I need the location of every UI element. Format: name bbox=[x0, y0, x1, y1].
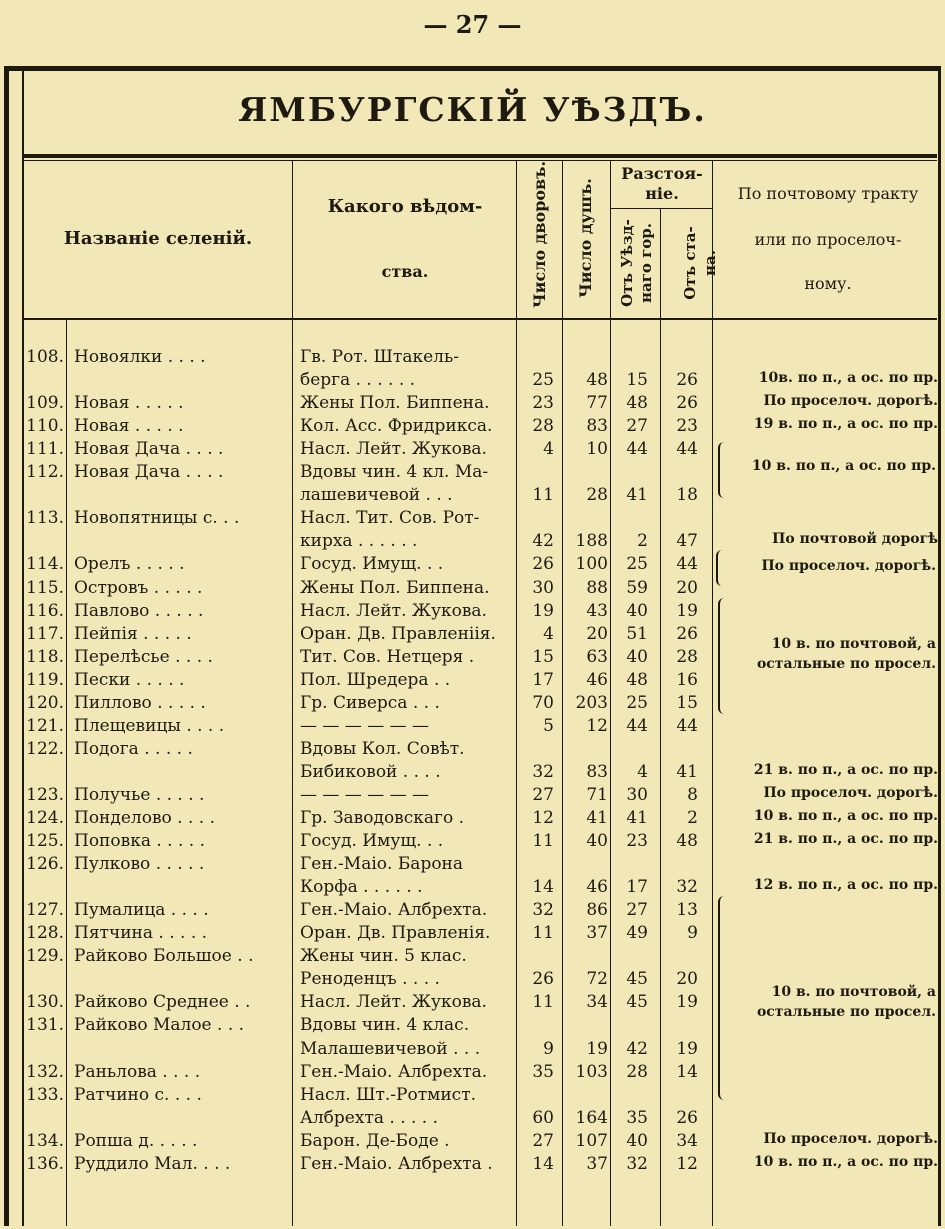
cell-name: Руддило Мал. . . . bbox=[74, 1153, 231, 1174]
grouped-note-1: 10 в. по п., а ос. по пр. bbox=[751, 458, 936, 474]
cell-d2: 12 bbox=[676, 1153, 698, 1174]
cell-dept: Албрехта . . . . . bbox=[300, 1107, 439, 1128]
cell-route: 10 в. по п., а ос. по пр. bbox=[753, 808, 938, 824]
cell-dept: Оран. Дв. Правленія. bbox=[300, 923, 491, 944]
cell-d2: 20 bbox=[676, 969, 698, 990]
cell-d2: 19 bbox=[676, 1038, 698, 1059]
cell-route: 19 в. по п., а ос. по пр. bbox=[753, 416, 938, 433]
cell-dept: Вдовы чин. 4 клас. bbox=[300, 1015, 470, 1036]
cell-souls: 46 bbox=[586, 877, 608, 898]
cell-d1: 48 bbox=[626, 393, 648, 414]
header-distance-1: Разстоя- bbox=[621, 164, 703, 183]
cell-yards: 28 bbox=[532, 416, 554, 437]
cell-dept: Вдовы Кол. Совѣт. bbox=[300, 738, 465, 759]
cell-yards: 70 bbox=[532, 692, 554, 713]
header-from-town-2: наго гор. bbox=[637, 222, 655, 304]
cell-d2: 48 bbox=[676, 831, 698, 852]
cell-d1: 35 bbox=[626, 1107, 648, 1128]
table-row bbox=[0, 877, 945, 900]
cell-num: 119. bbox=[26, 669, 64, 690]
cell-name: Ропша д. . . . . bbox=[74, 1130, 198, 1151]
cell-name: Островъ . . . . . bbox=[74, 577, 203, 598]
cell-route: 21 в. по п., а ос. по пр. bbox=[753, 761, 938, 778]
cell-dept: Бибиковой . . . . bbox=[300, 761, 441, 782]
cell-num: 121. bbox=[26, 715, 64, 736]
cell-souls: 28 bbox=[586, 485, 608, 506]
table-row bbox=[0, 923, 945, 946]
cell-yards: 35 bbox=[532, 1061, 554, 1082]
cell-dept: Насл. Шт.-Ротмист. bbox=[300, 1084, 477, 1105]
cell-dept: Ген.-Маіо. Албрехта. bbox=[300, 900, 488, 921]
cell-num: 134. bbox=[26, 1130, 64, 1151]
cell-souls: 83 bbox=[586, 761, 608, 782]
table-row bbox=[0, 831, 945, 854]
cell-d1: 2 bbox=[637, 531, 648, 552]
cell-num: 125. bbox=[26, 831, 64, 852]
cell-yards: 4 bbox=[543, 439, 554, 460]
table-row bbox=[0, 1062, 945, 1085]
cell-d1: 32 bbox=[626, 1153, 648, 1174]
cell-d2: 26 bbox=[676, 393, 698, 414]
cell-num: 108. bbox=[26, 347, 64, 367]
header-route-1: По почтовому тракту bbox=[737, 184, 919, 203]
cell-d1: 27 bbox=[626, 416, 648, 437]
table-row bbox=[0, 1154, 945, 1177]
cell-yards: 11 bbox=[532, 485, 554, 506]
cell-d2: 18 bbox=[676, 485, 698, 506]
cell-souls: 107 bbox=[575, 1130, 608, 1151]
grouped-note-3a: 10 в. по почтовой, а bbox=[771, 636, 936, 652]
cell-name: Пулково . . . . . bbox=[74, 854, 205, 875]
cell-num: 127. bbox=[26, 900, 64, 921]
cell-souls: 100 bbox=[575, 554, 608, 575]
cell-souls: 203 bbox=[575, 692, 608, 713]
cell-num: 113. bbox=[26, 508, 64, 529]
cell-dept: Жены Пол. Биппена. bbox=[300, 577, 490, 598]
cell-dept: Пол. Шредера . . bbox=[300, 669, 451, 690]
cell-dept: Гв. Рот. Штакель- bbox=[300, 347, 459, 367]
cell-name: Райково Малое . . . bbox=[74, 1015, 245, 1036]
cell-yards: 32 bbox=[532, 761, 554, 782]
table-row bbox=[0, 601, 945, 624]
cell-yards: 14 bbox=[532, 1153, 554, 1174]
table-row bbox=[0, 416, 945, 439]
cell-d1: 41 bbox=[626, 808, 648, 828]
cell-d2: 9 bbox=[687, 923, 698, 944]
cell-num: 122. bbox=[26, 738, 64, 759]
table-row bbox=[0, 393, 945, 416]
cell-route: По почтовой дорогѣ bbox=[772, 531, 938, 548]
cell-d2: 44 bbox=[676, 715, 698, 736]
table-row bbox=[0, 578, 945, 601]
cell-d1: 59 bbox=[626, 577, 648, 598]
table-row bbox=[0, 946, 945, 969]
cell-d1: 40 bbox=[626, 600, 648, 621]
cell-souls: 72 bbox=[586, 969, 608, 990]
cell-name: Новая Дача . . . . bbox=[74, 462, 224, 483]
cell-num: 128. bbox=[26, 923, 64, 944]
cell-d1: 44 bbox=[626, 439, 648, 460]
cell-num: 110. bbox=[26, 416, 64, 437]
cell-name: Получье . . . . . bbox=[74, 784, 205, 805]
cell-yards: 15 bbox=[532, 646, 554, 667]
cell-d2: 8 bbox=[687, 784, 698, 805]
cell-d1: 48 bbox=[626, 669, 648, 690]
cell-route: 21 в. по п., а ос. по пр. bbox=[753, 831, 938, 848]
cell-dept: Барон. Де-Боде . bbox=[300, 1130, 450, 1151]
cell-d2: 44 bbox=[676, 554, 698, 575]
table-row bbox=[0, 531, 945, 554]
page-title: ЯМБУРГСКІЙ УѢЗДЪ. bbox=[238, 90, 707, 129]
cell-d1: 44 bbox=[626, 715, 648, 736]
cell-num: 111. bbox=[26, 439, 64, 460]
table-row bbox=[0, 670, 945, 693]
cell-souls: 83 bbox=[586, 416, 608, 437]
cell-yards: 5 bbox=[543, 715, 554, 736]
table-row bbox=[0, 693, 945, 716]
note-bracket-2 bbox=[716, 550, 724, 586]
cell-dept: Ген.-Маіо. Албрехта . bbox=[300, 1153, 493, 1174]
cell-name: Новая Дача . . . . bbox=[74, 439, 224, 460]
header-yards: Число дворовъ. bbox=[530, 160, 549, 308]
cell-d1: 25 bbox=[626, 554, 648, 575]
cell-dept: Насл. Лейт. Жукова. bbox=[300, 600, 487, 621]
cell-yards: 12 bbox=[532, 808, 554, 828]
cell-route: По проселоч. дорогѣ. bbox=[763, 1130, 938, 1147]
header-from-town-1: Отъ Уѣзд- bbox=[618, 219, 636, 307]
cell-num: 126. bbox=[26, 854, 64, 875]
cell-souls: 46 bbox=[586, 669, 608, 690]
cell-name: Ратчино с. . . . bbox=[74, 1084, 202, 1105]
cell-dept: Насл. Тит. Сов. Рот- bbox=[300, 508, 480, 529]
cell-souls: 10 bbox=[586, 439, 608, 460]
header-dept-1: Какого вѣдом- bbox=[327, 196, 483, 217]
cell-yards: 27 bbox=[532, 1130, 554, 1151]
cell-souls: 12 bbox=[586, 715, 608, 736]
cell-route: 12 в. по п., а ос. по пр. bbox=[753, 877, 938, 894]
cell-d2: 28 bbox=[676, 646, 698, 667]
table-row bbox=[0, 808, 945, 831]
cell-dept: Насл. Лейт. Жукова. bbox=[300, 439, 487, 460]
cell-souls: 188 bbox=[575, 531, 608, 552]
cell-souls: 41 bbox=[586, 808, 608, 828]
cell-d2: 34 bbox=[676, 1130, 698, 1151]
table-row bbox=[0, 854, 945, 877]
cell-yards: 26 bbox=[532, 554, 554, 575]
cell-d1: 51 bbox=[626, 623, 648, 644]
cell-num: 123. bbox=[26, 784, 64, 805]
cell-d2: 47 bbox=[676, 531, 698, 552]
cell-num: 130. bbox=[26, 992, 64, 1013]
table-row bbox=[0, 347, 945, 370]
cell-yards: 11 bbox=[532, 992, 554, 1013]
cell-d2: 13 bbox=[676, 900, 698, 921]
cell-name: Раньлова . . . . bbox=[74, 1061, 201, 1082]
cell-name: Пески . . . . . bbox=[74, 669, 185, 690]
header-route-2: или по проселоч- bbox=[754, 230, 902, 249]
cell-d2: 44 bbox=[676, 439, 698, 460]
cell-yards: 23 bbox=[532, 393, 554, 414]
table-row bbox=[0, 1039, 945, 1062]
grouped-note-4a: 10 в. по почтовой, а bbox=[771, 984, 936, 1000]
cell-souls: 37 bbox=[586, 923, 608, 944]
cell-d1: 30 bbox=[626, 784, 648, 805]
cell-yards: 11 bbox=[532, 831, 554, 852]
cell-name: Райково Большое . . bbox=[74, 946, 254, 967]
cell-d2: 20 bbox=[676, 577, 698, 598]
header-rule bbox=[22, 318, 937, 320]
cell-num: 116. bbox=[26, 600, 64, 621]
cell-dept: Ген.-Маіо. Барона bbox=[300, 854, 464, 875]
cell-name: Плещевицы . . . . bbox=[74, 715, 225, 736]
cell-name: Пиллово . . . . . bbox=[74, 692, 206, 713]
cell-d1: 49 bbox=[626, 923, 648, 944]
cell-name: Перелѣсье . . . . bbox=[74, 646, 213, 667]
cell-num: 131. bbox=[26, 1015, 64, 1036]
cell-name: Орелъ . . . . . bbox=[74, 554, 185, 575]
cell-yards: 42 bbox=[532, 531, 554, 552]
header-dept-2: ства. bbox=[381, 262, 429, 281]
cell-name: Новая . . . . . bbox=[74, 416, 184, 437]
cell-yards: 27 bbox=[532, 784, 554, 805]
cell-dept: Реноденцъ . . . . bbox=[300, 969, 440, 990]
table-row bbox=[0, 785, 945, 808]
cell-souls: 164 bbox=[575, 1107, 608, 1128]
table-row bbox=[0, 739, 945, 762]
cell-dept: — — — — — — bbox=[300, 784, 430, 805]
cell-num: 118. bbox=[26, 646, 64, 667]
cell-dept: Гр. Сиверса . . . bbox=[300, 692, 440, 713]
title-rule bbox=[22, 154, 937, 158]
cell-name: Понделово . . . . bbox=[74, 808, 215, 828]
cell-name: Пятчина . . . . . bbox=[74, 923, 208, 944]
cell-name: Новоялки . . . . bbox=[74, 347, 206, 367]
cell-name: Райково Среднее . . bbox=[74, 992, 251, 1013]
cell-souls: 34 bbox=[586, 992, 608, 1013]
cell-yards: 17 bbox=[532, 669, 554, 690]
page-number: — 27 — bbox=[423, 10, 522, 39]
cell-dept: Гр. Заводовскаго . bbox=[300, 808, 464, 828]
cell-souls: 37 bbox=[586, 1153, 608, 1174]
cell-dept: Ген.-Маіо. Албрехта. bbox=[300, 1061, 488, 1082]
cell-route: По проселоч. дорогѣ. bbox=[763, 393, 938, 410]
header-route-3: ному. bbox=[804, 274, 852, 293]
cell-d2: 26 bbox=[676, 623, 698, 644]
cell-d2: 15 bbox=[676, 692, 698, 713]
table-row bbox=[0, 1131, 945, 1154]
cell-d1: 28 bbox=[626, 1061, 648, 1082]
cell-name: Поповка . . . . . bbox=[74, 831, 205, 852]
cell-souls: 88 bbox=[586, 577, 608, 598]
cell-name: Новопятницы с. . . bbox=[74, 508, 240, 529]
note-bracket-1 bbox=[718, 442, 726, 498]
cell-d2: 2 bbox=[687, 808, 698, 828]
cell-dept: Насл. Лейт. Жукова. bbox=[300, 992, 487, 1013]
header-from-stan-2: на. bbox=[701, 250, 719, 276]
cell-d1: 27 bbox=[626, 900, 648, 921]
cell-yards: 4 bbox=[543, 623, 554, 644]
table-row bbox=[0, 1108, 945, 1131]
cell-d2: 23 bbox=[676, 416, 698, 437]
cell-d1: 23 bbox=[626, 831, 648, 852]
cell-name: Павлово . . . . . bbox=[74, 600, 204, 621]
table-row bbox=[0, 508, 945, 531]
title-rule-thin bbox=[22, 160, 937, 161]
cell-dept: — — — — — — bbox=[300, 715, 430, 736]
distance-rule bbox=[610, 208, 712, 209]
cell-dept: Кол. Асс. Фридрикса. bbox=[300, 416, 493, 437]
header-distance-2: ніе. bbox=[645, 184, 679, 203]
cell-souls: 86 bbox=[586, 900, 608, 921]
cell-d1: 4 bbox=[637, 761, 648, 782]
cell-d2: 16 bbox=[676, 669, 698, 690]
cell-num: 117. bbox=[26, 623, 64, 644]
cell-dept: лашевичевой . . . bbox=[300, 485, 453, 506]
cell-yards: 14 bbox=[532, 877, 554, 898]
grouped-note-2: По проселоч. дорогѣ. bbox=[761, 558, 936, 574]
table-row bbox=[0, 370, 945, 393]
cell-dept: Вдовы чин. 4 кл. Ма- bbox=[300, 462, 489, 483]
cell-name: Подога . . . . . bbox=[74, 738, 193, 759]
cell-souls: 19 bbox=[586, 1038, 608, 1059]
cell-dept: Госуд. Имущ. . . bbox=[300, 831, 444, 852]
cell-dept: Корфа . . . . . . bbox=[300, 877, 423, 898]
cell-d1: 40 bbox=[626, 1130, 648, 1151]
cell-name: Новая . . . . . bbox=[74, 393, 184, 414]
table-row bbox=[0, 1085, 945, 1108]
cell-d2: 19 bbox=[676, 600, 698, 621]
cell-d1: 15 bbox=[626, 370, 648, 391]
cell-num: 109. bbox=[26, 393, 64, 414]
cell-yards: 32 bbox=[532, 900, 554, 921]
cell-dept: Жены чин. 5 клас. bbox=[300, 946, 467, 967]
grouped-note-4b: остальные по просел. bbox=[756, 1004, 936, 1020]
cell-dept: Тит. Сов. Нетцеря . bbox=[300, 646, 475, 667]
cell-souls: 103 bbox=[575, 1061, 608, 1082]
cell-route: По проселоч. дорогѣ. bbox=[763, 784, 938, 801]
cell-d2: 41 bbox=[676, 761, 698, 782]
cell-souls: 71 bbox=[586, 784, 608, 805]
cell-d1: 45 bbox=[626, 992, 648, 1013]
cell-num: 112. bbox=[26, 462, 64, 483]
cell-yards: 30 bbox=[532, 577, 554, 598]
cell-yards: 25 bbox=[532, 370, 554, 391]
cell-yards: 11 bbox=[532, 923, 554, 944]
cell-d2: 32 bbox=[676, 877, 698, 898]
cell-dept: Оран. Дв. Правленіія. bbox=[300, 623, 496, 644]
cell-num: 129. bbox=[26, 946, 64, 967]
cell-num: 133. bbox=[26, 1084, 64, 1105]
cell-d1: 45 bbox=[626, 969, 648, 990]
cell-d2: 26 bbox=[676, 370, 698, 391]
cell-num: 136. bbox=[26, 1153, 64, 1174]
cell-dept: кирха . . . . . . bbox=[300, 531, 418, 552]
cell-dept: Малашевичевой . . . bbox=[300, 1038, 481, 1059]
cell-souls: 40 bbox=[586, 831, 608, 852]
cell-d2: 14 bbox=[676, 1061, 698, 1082]
cell-route: 10 в. по п., а ос. по пр. bbox=[753, 1153, 938, 1170]
cell-yards: 19 bbox=[532, 600, 554, 621]
cell-dept: берга . . . . . . bbox=[300, 370, 416, 391]
cell-d2: 19 bbox=[676, 992, 698, 1013]
cell-dept: Жены Пол. Биппена. bbox=[300, 393, 490, 414]
grouped-note-3b: остальные по просел. bbox=[756, 656, 936, 672]
cell-d2: 26 bbox=[676, 1107, 698, 1128]
cell-yards: 60 bbox=[532, 1107, 554, 1128]
header-name: Названіе селеній. bbox=[63, 228, 253, 249]
cell-d1: 17 bbox=[626, 877, 648, 898]
cell-d1: 25 bbox=[626, 692, 648, 713]
table-row bbox=[0, 900, 945, 923]
cell-yards: 26 bbox=[532, 969, 554, 990]
cell-souls: 77 bbox=[586, 393, 608, 414]
cell-num: 115. bbox=[26, 577, 64, 598]
cell-souls: 63 bbox=[586, 646, 608, 667]
header-from-stan-1: Отъ ста- bbox=[681, 226, 699, 300]
cell-d1: 41 bbox=[626, 485, 648, 506]
cell-souls: 43 bbox=[586, 600, 608, 621]
cell-souls: 20 bbox=[586, 623, 608, 644]
cell-num: 120. bbox=[26, 692, 64, 713]
cell-d1: 42 bbox=[626, 1038, 648, 1059]
cell-route: 10в. по п., а ос. по пр. bbox=[758, 370, 938, 387]
cell-name: Пумалица . . . . bbox=[74, 900, 209, 921]
table-row bbox=[0, 716, 945, 739]
cell-dept: Госуд. Имущ. . . bbox=[300, 554, 444, 575]
cell-num: 132. bbox=[26, 1061, 64, 1082]
cell-souls: 48 bbox=[586, 370, 608, 391]
cell-yards: 9 bbox=[543, 1038, 554, 1059]
table-row bbox=[0, 762, 945, 785]
cell-num: 114. bbox=[26, 554, 64, 575]
header-souls: Число душъ. bbox=[576, 178, 595, 298]
table-row bbox=[0, 485, 945, 508]
cell-name: Пейпія . . . . . bbox=[74, 623, 192, 644]
cell-num: 124. bbox=[26, 808, 64, 828]
cell-d1: 40 bbox=[626, 646, 648, 667]
